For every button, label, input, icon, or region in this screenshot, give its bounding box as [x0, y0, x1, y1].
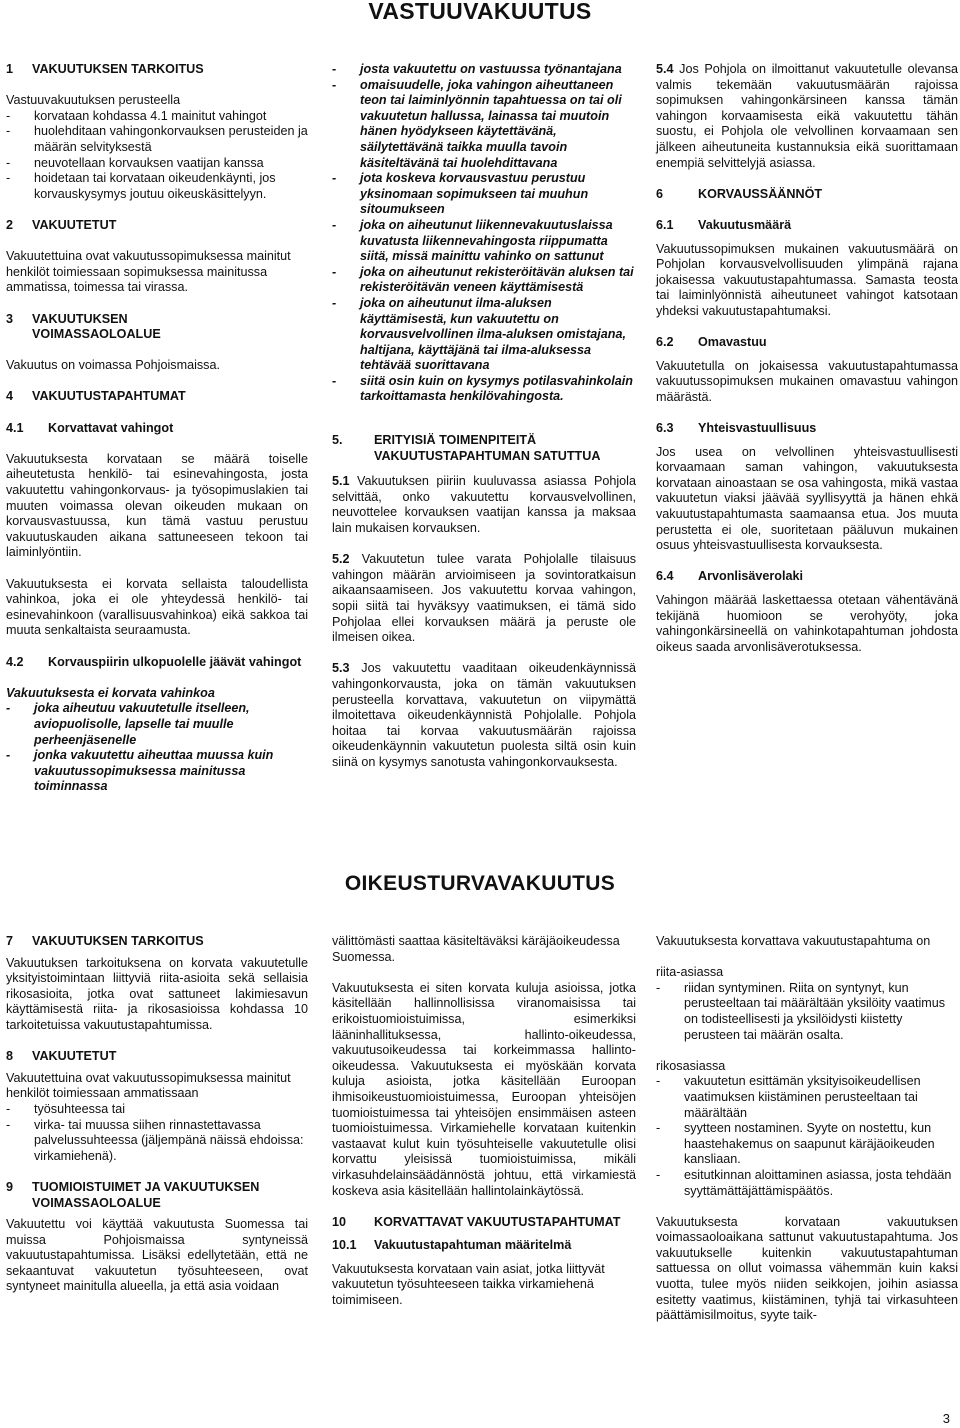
paragraph: Vahingon määrää laskettaessa otetaan vähentävänä tekijänä huomioon se verohyöty, joka vahingonkärsineellä on vahinkotapahtuman johdosta oikeus saada arvonlisäverotuksessa. — [656, 593, 958, 654]
subsection-heading-6-1: 6.1 Vakuutusmäärä — [656, 217, 792, 232]
list-item: - virka- tai muussa siihen rinnastettavassa palvelussuhteessa (jäljempänä näissä ehdoissa: virkamiehenä). — [6, 1117, 304, 1163]
list-item: - riidan syntyminen. Riita on syntynyt, kun perusteeltaan tai määrältään yksilöity vaatimus on todisteellisesti ja yksilöidysti kiistetty perusteen tai määrän osalta. — [656, 980, 946, 1042]
list-item: - hoidetaan tai korvataan oikeudenkäynti, jos korvauskysymys joutuu oikeuskäsittelyyn. — [6, 171, 276, 201]
list-item: - joka on aiheutunut ilma-aluksen käyttämisestä, kun vakuutettu on korvausvelvollinen ilma-aluksen omistajana, haltijana, käyttäjänä tai ilma-aluksessa tehtävää suorittavana — [332, 295, 626, 373]
paragraph: Vakuutettuina ovat vakuutussopimuksessa mainitut henkilöt toimiessaan sopimuksessa mainitussa ammatissa, toimessa tai virassa. — [6, 249, 291, 295]
paragraph: Vastuuvakuutuksen perusteella — [6, 93, 181, 108]
subsection-heading-4-2: 4.2 Korvauspiirin ulkopuolelle jäävät vahingot — [6, 654, 302, 669]
list-item: - omaisuudelle, joka vahingon aiheuttaneen teon tai laiminlyönnin tapahtuessa on tai oli vakuutetun hallussa, lainassa tai muutoin hänen hyödykseen käytettävänä, säilytettävänä taikka muulla tavoin käsiteltävänä tai huolehdittavana — [332, 77, 622, 170]
section-heading-1: 1 VAKUUTUKSEN TARKOITUS — [6, 62, 204, 76]
section-heading-6: 6 KORVAUSSÄÄNNÖT — [656, 186, 823, 201]
column-4 — [6, 934, 308, 1311]
list-item: - esitutkinnan aloittaminen asiassa, josta tehdään syyttämättäjättämispäätös. — [656, 1167, 952, 1198]
subsection-heading-6-4: 6.4 Arvonlisäverolaki — [656, 569, 803, 584]
list-item: - jonka vakuutettu aiheuttaa muussa kuin vakuutussopimuksessa mainitussa toiminnassa — [6, 748, 274, 794]
list-item: - vakuutetun esittämän yksityisoikeudellisen vaatimuksen kiistäminen perusteeltaan tai määrältään — [656, 1074, 921, 1120]
paragraph: Vakuutettuina ovat vakuutussopimuksessa mainitut henkilöt toimiessaan ammatissaan — [6, 1070, 291, 1101]
paragraph: välittömästi saattaa käsiteltäväksi käräjäoikeudessa Suomessa. — [332, 934, 620, 964]
list — [6, 701, 308, 795]
subsection-heading-4-1: 4.1 Korvattavat vahingot — [6, 420, 174, 435]
list-item: - siitä osin kuin on kysymys potilasvahinkolain tarkoittamasta henkilövahingosta. — [332, 373, 633, 404]
paragraph: Vakuutuksesta ei korvata sellaista taloudellista vahinkoa, joka ei ole yhteydessä henkilö- tai esinevahinkoon (varallisuusvahinkoa) eikä sakkoa tai muuta senkaltaista seuraamusta. — [6, 576, 308, 638]
list-item: - jota koskeva korvausvastuu perustuu yksinomaan sopimukseen tai muuhun sitoumukseen — [332, 171, 589, 217]
section-heading-2: 2 VAKUUTETUT — [6, 217, 117, 232]
column-6 — [656, 934, 958, 1339]
list — [332, 62, 636, 405]
paragraph: Vakuutuksen tarkoituksena on korvata vakuutetulle yksityistoimintaan liittyviä riita-asioita sekä sellaisia rikosasioita, jotka ovat sattuneet lakimiesavun käyttämisestä riita- ja rikosasioissa kohdassa 10 tarkoitetuissa vakuutustapahtumissa. — [6, 955, 308, 1032]
paragraph: Vakuutuksesta korvataan vakuutuksen voimassaoloaikana sattunut vakuutustapahtuma. Jos vakuutukselle kuitenkin vakuutustapahtuman sattuessa on ollut voimassa vähemmän kuin kaksi vuotta, tulee myös niiden seikkojen, joihin asiassa esitetty vaatimus, kiistäminen, tyhjä tai virkasuhteen päättämisilmoitus, syyte taik- — [656, 1214, 958, 1323]
section-heading-3: 3 VAKUUTUKSEN VOIMASSAOLOALUE — [6, 311, 161, 342]
subsection-heading-6-2: 6.2 Omavastuu — [656, 335, 767, 350]
subsection-heading-10-1: 10.1 Vakuutustapahtuman määritelmä — [332, 1238, 572, 1253]
list-item: - korvataan kohdassa 4.1 mainitut vahingot — [6, 108, 267, 123]
paragraph: Vakuutussopimuksen mukainen vakuutusmäärä on Pohjolan korvausvelvollisuuden ylimpänä rajana jokaisessa vakuutustapahtumassa. Samasta teosta tai laiminlyönnistä aiheutuneet vahingot katsotaan yhdeksi vakuutustapahtumaksi. — [656, 241, 958, 318]
list-item: - neuvotellaan korvauksen vaatijan kanssa — [6, 155, 264, 170]
paragraph: Jos usea on velvollinen yhteisvastuullisesti korvaamaan saman vahingon, vakuutuksesta korvataan ainoastaan se osa vahingosta, mikä vastaa vakuutetun viaksi jäävää syyllisyyttä ja hänen ehkä vakuutustapahtumasta saamaansa etua. Jos muuta perustetta ei ole, suoritetaan pääluvun mukainen osuus yhteisvastuullisesta korvauksesta. — [656, 444, 958, 553]
column-5 — [332, 934, 636, 1324]
list — [6, 1102, 308, 1164]
section-heading-9: 9 TUOMIOISTUIMET JA VAKUUTUKSEN VOIMASSAOLOALUE — [6, 1179, 260, 1210]
section-heading-7: 7 VAKUUTUKSEN TARKOITUS — [6, 934, 204, 948]
list-item: - työsuhteessa tai — [6, 1101, 126, 1116]
page-title: VASTUUVAKUUTUS — [368, 0, 592, 24]
list-item: - joka aiheutuu vakuutetulle itselleen, aviopuolisolle, lapselle tai muulle perheenjäsenelle — [6, 701, 250, 747]
column-3 — [656, 62, 958, 671]
paragraph: Vakuutuksesta ei siten korvata kuluja asioissa, jotka käsitellään hallinnollisissa viranomaisissa tai erikoistuomioistuimissa, esimerkiksi lääninhallituksessa, hallinto-oikeudessa, vakuutusoikeudessa tai korkeimmassa hallinto-oikeudessa. Vakuutuksesta ei myöskään korvata kuluja asioista, jotka käsitellään Euroopan ihmisoikeustuomioistuimessa, Euroopan yhteisöjen tuomioistuimessa tai yhteisöjen ensimmäisen asteen tuomioistuimessa. Virkamiehelle korvataan kuitenkin vastaavat kulut kuin työsuhteiselle vakuutetulle olisi korvattu yleisissä tuomioistuimissa, mikäli virkasuhdelainsäädännöstä johtuu, että virkamiestä koskeva asia käsitellään hallintolainkäytössä. — [332, 980, 636, 1198]
list — [6, 109, 308, 203]
list — [656, 1074, 958, 1199]
section-heading-4: 4 VAKUUTUSTAPAHTUMAT — [6, 389, 186, 404]
paragraph: Vakuutuksesta korvattava vakuutustapahtuma on — [656, 934, 931, 948]
section-heading-8: 8 VAKUUTETUT — [6, 1049, 117, 1064]
paragraph: Vakuutus on voimassa Pohjoismaissa. — [6, 358, 220, 373]
paragraph: 5.3 Jos vakuutettu vaaditaan oikeudenkäynnissä vahingonkorvausta, joka on tämän vakuutuksen perusteella korvattava, vakuutetun on viipymättä ilmoitettava oikeudenkäynnistä Pohjolalle. Pohjola hoitaa tai korvaa vakuutusmäärän rajoissa oikeudenkäynnin vakuutetun puolesta siltä osin kuin siinä on kysymys sanotusta vahingonkorvauksesta. — [332, 661, 636, 769]
column-1 — [6, 62, 308, 811]
section-heading-10: 10 KORVATTAVAT VAKUUTUSTAPAHTUMAT — [332, 1214, 621, 1229]
paragraph: 5.4 Jos Pohjola on ilmoittanut vakuutetulle olevansa valmis tekemään vakuutusmäärän rajoissa sopimuksen vahingonkärsineen kanssa tämän vahingon korvaamisesta eikä vakuutettu tähän suostu, ei Pohjola ole velvollinen korvaamaan sen jälkeen aiheutuneita kustannuksia eikä suorittamaan enempiä selvittelyjä asiassa. — [656, 62, 958, 170]
paragraph: Vakuutuksesta ei korvata vahinkoa — [6, 685, 215, 700]
page-number: 3 — [942, 1411, 950, 1426]
section-title: OIKEUSTURVAVAKUUTUS — [344, 872, 616, 895]
column-2 — [332, 62, 636, 786]
section-heading-5: 5. ERITYISIÄ TOIMENPITEITÄ VAKUUTUSTAPAHTUMAN SATUTTUA — [332, 433, 601, 463]
paragraph: 5.1 Vakuutuksen piiriin kuuluvassa asiassa Pohjola selvittää, onko vakuutettu korvausvelvollinen, neuvottelee korvauksen vaatijan kanssa ja maksaa lain mukaisen korvauksen. — [332, 474, 636, 536]
paragraph: 5.2 Vakuutetun tulee varata Pohjolalle tilaisuus vahingon määrän arvioimiseen ja sovintoratkaisun aikaansaamiseen. Jos vakuutettu korvaa vahingon, sopii siitä tai hyväksyy vaatimuksen, ei tämä sido Pohjolaa ellei korvauksen määrä ja peruste ole ilmeisen oikea. — [332, 552, 637, 645]
subsection-heading-6-3: 6.3 Yhteisvastuullisuus — [656, 421, 817, 436]
paragraph: Vakuutuksesta korvataan se määrä toiselle aiheutetusta henkilö- tai esinevahingosta, josta vakuutettu vahingonkorvaus- ja työsopimuslakien tai muuten voimassa olevan oikeuden mukaan on korvausvastuussa, kun tämä vastuu perustuu vakuutuskauden aikana sattuneeseen tekoon tai laiminlyöntiin. — [6, 451, 308, 560]
list — [656, 981, 958, 1043]
list-item: - syytteen nostaminen. Syyte on nostettu, kun haastehakemus on saapunut käräjäoikeuden kansliaan. — [656, 1121, 935, 1167]
paragraph: Vakuutettu voi käyttää vakuutusta Suomessa tai muissa Pohjoismaissa syntyneissä vakuutustapahtumissa. Lisäksi edellytetään, että ne sekaantuvat vakuutetun työsuhteeseen, ovat syntyneet mainitulla alueella, ja että asia voidaan — [6, 1217, 308, 1294]
list-item: - joka on aiheutunut liikennevakuutuslaissa kuvatusta liikennevahingosta riippumatta siitä, missä mainittu vahinko on sattunut — [332, 217, 613, 264]
paragraph: Vakuutuksesta korvataan vain asiat, jotka liittyvät vakuutetun työsuhteeseen taikka virkamiehenä toimimiseen. — [332, 1261, 605, 1308]
paragraph: rikosasiassa — [656, 1058, 726, 1073]
paragraph: Vakuutetulla on jokaisessa vakuutustapahtumassa vakuutussopimuksen mukainen omavastuu vahingon määrästä. — [656, 358, 958, 404]
list-item: - joka on aiheutunut rekisteröitävän aluksen tai rekisteröitävän veneen käyttämisestä — [332, 264, 634, 295]
list-item: - huolehditaan vahingonkorvauksen perusteiden ja määrän selvityksestä — [6, 124, 308, 154]
list-item: - josta vakuutettu on vastuussa työnantajana — [332, 62, 622, 76]
paragraph: riita-asiassa — [656, 965, 724, 980]
